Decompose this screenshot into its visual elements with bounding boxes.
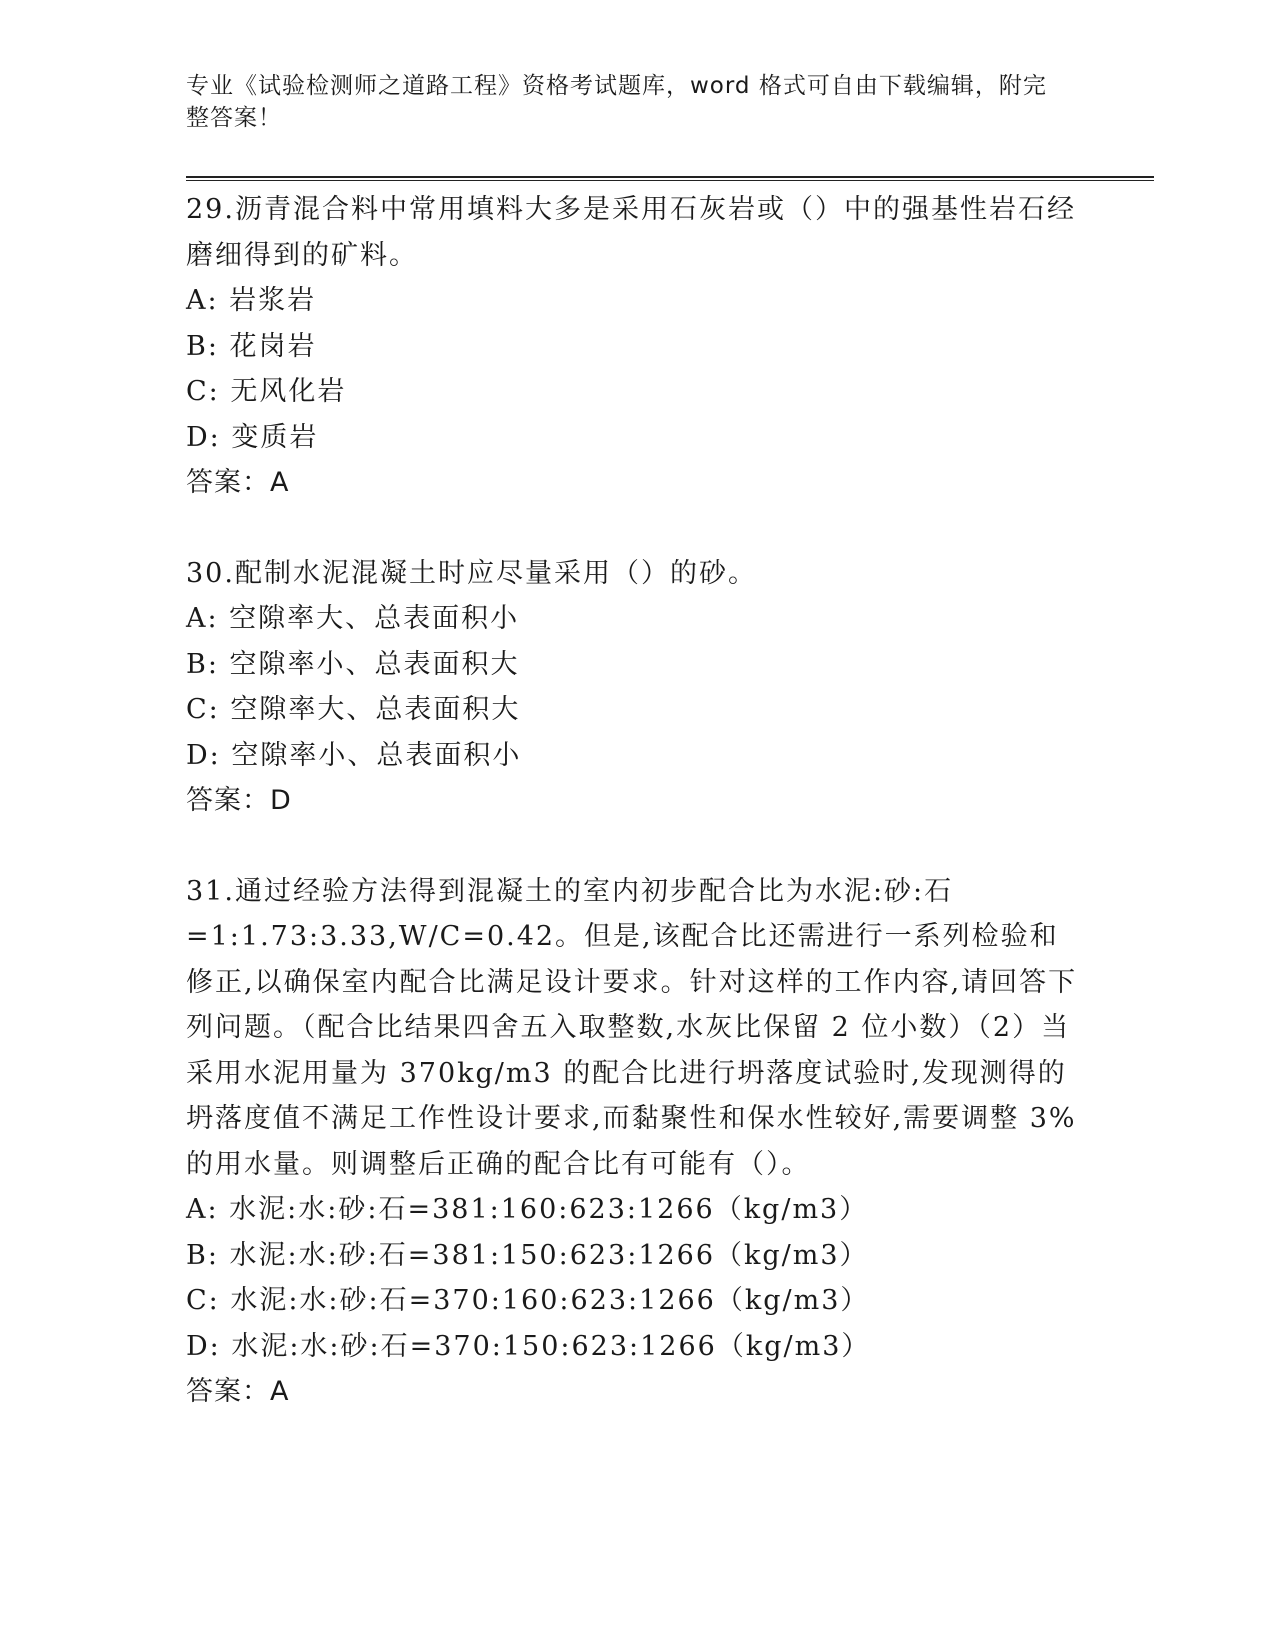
answer-text: 答案：A <box>186 467 290 498</box>
option-a: A: 空隙率大、总表面积小 <box>186 603 520 634</box>
option-c: C: 空隙率大、总表面积大 <box>186 694 521 725</box>
question-text: 29.沥青混合料中常用填料大多是采用石灰岩或（）中的强基性岩石经磨细得到的矿料。 <box>186 194 1076 271</box>
header-divider <box>186 176 1154 181</box>
question-text: 31.通过经验方法得到混凝土的室内初步配合比为水泥:砂:石=1:1.73:3.33,W/C=0.42。但是,该配合比还需进行一系列检验和修正,以确保室内配合比满足设计要求。针对这样的工作内容,请回答下列问题。（配合比结果四舍五入取整数,水灰比保留 2 位小数）（2）当采用水泥用量为 370kg/m3 的配合比进行坍落度试验时,发现测得的坍落度值不满足工作性设计要求,而黏聚性和保水性较好,需要调整 3%的用水量。则调整后正确的配合比有可能有（）。 <box>186 875 1078 1180</box>
question-29 <box>186 187 1086 506</box>
question-text: 30.配制水泥混凝土时应尽量采用（）的砂。 <box>186 557 757 589</box>
option-c: C: 水泥:水:砂:石=370:160:623:1266（kg/m3） <box>186 1285 870 1316</box>
answer-text: 答案：A <box>186 1376 290 1407</box>
question-list <box>186 187 1086 1460</box>
option-c: C: 无风化岩 <box>186 376 347 407</box>
option-d: D: 空隙率小、总表面积小 <box>186 739 522 771</box>
option-a: A: 水泥:水:砂:石=381:160:623:1266（kg/m3） <box>186 1194 869 1225</box>
option-a: A: 岩浆岩 <box>186 285 317 316</box>
option-d: D: 水泥:水:砂:石=370:150:623:1266（kg/m3） <box>186 1330 871 1362</box>
answer-text: 答案：D <box>186 785 292 816</box>
question-30 <box>186 551 1086 824</box>
document-header: 专业《试验检测师之道路工程》资格考试题库，word 格式可自由下载编辑，附完整答案！ <box>186 73 1047 131</box>
question-31 <box>186 869 1086 1415</box>
option-b: B: 花岗岩 <box>186 330 317 362</box>
option-d: D: 变质岩 <box>186 421 319 453</box>
option-b: B: 水泥:水:砂:石=381:150:623:1266（kg/m3） <box>186 1239 869 1271</box>
option-b: B: 空隙率小、总表面积大 <box>186 648 520 680</box>
